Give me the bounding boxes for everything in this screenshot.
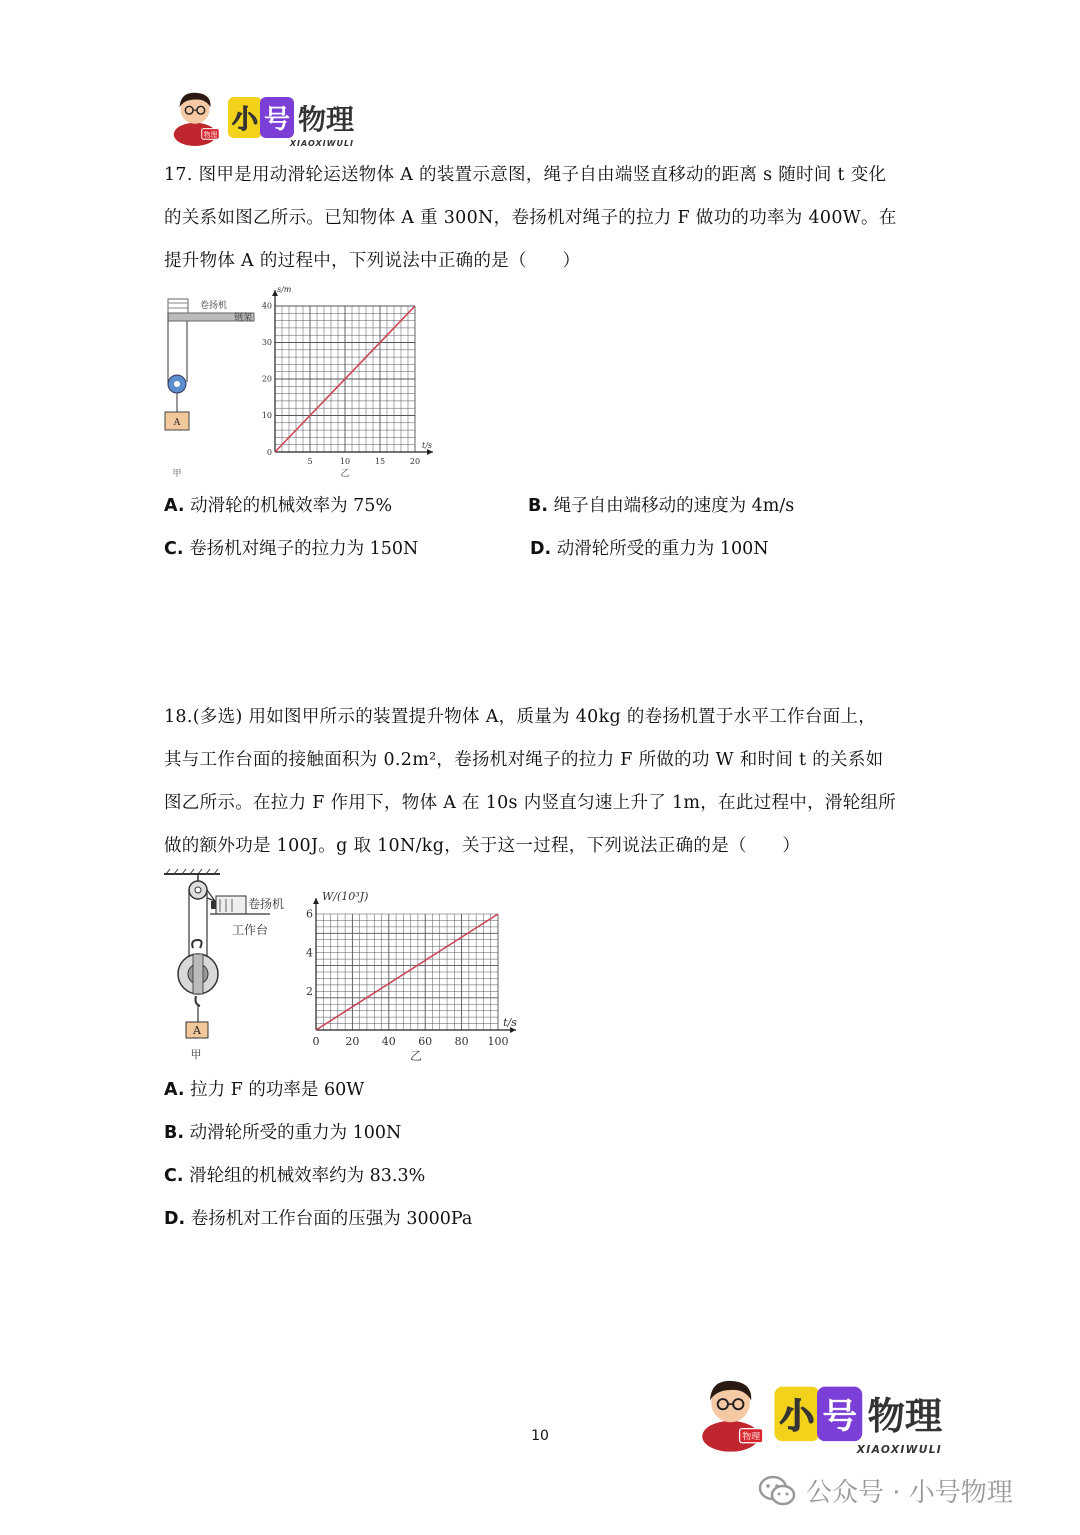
y-tick-label: 30 xyxy=(261,338,272,348)
logo-char-2: 号 xyxy=(817,1387,862,1442)
y-tick-label: 6 xyxy=(306,907,313,921)
q17-option-c-letter: C. xyxy=(164,539,184,559)
question-17-line-1: 17. 图甲是用动滑轮运送物体 A 的装置示意图，绳子自由端竖直移动的距离 s 随时间 t 变化 xyxy=(164,165,887,185)
mascot-avatar-icon xyxy=(166,86,224,146)
x-tick-label: 5 xyxy=(307,457,313,466)
header-logo xyxy=(166,86,354,146)
q17-block-label: A xyxy=(173,418,181,428)
y-tick-label: 2 xyxy=(306,985,313,998)
q18-option-c-letter: C. xyxy=(164,1166,184,1186)
q18-w-t-chart xyxy=(296,884,546,1066)
x-axis-label: t/s xyxy=(503,1016,517,1029)
q17-left-caption: 甲 xyxy=(172,469,182,479)
q18-option-d-letter: D. xyxy=(164,1209,186,1229)
mascot-avatar-icon xyxy=(692,1372,769,1452)
q17-option-d[interactable] xyxy=(530,535,769,560)
q18-option-d[interactable] xyxy=(164,1205,472,1230)
y-axis-arrow-icon xyxy=(313,898,319,904)
chart-caption: 乙 xyxy=(409,1049,423,1063)
y-axis-label: W/(10³J) xyxy=(322,890,369,903)
page-number: 10 xyxy=(531,1428,549,1444)
y-tick-label: 40 xyxy=(261,301,272,311)
logo-pinyin: XIAOXIWULI xyxy=(289,139,355,148)
q17-option-d-text: 动滑轮所受的重力为 100N xyxy=(556,539,769,559)
x-tick-label: 100 xyxy=(487,1035,509,1048)
wechat-icon xyxy=(758,1475,796,1507)
x-axis-label: t/s xyxy=(421,441,433,450)
q18-option-b-text: 动滑轮所受的重力为 100N xyxy=(189,1123,402,1143)
q17-frame-label: 钢架 xyxy=(234,313,253,323)
logo-char-1: 小 xyxy=(228,97,262,138)
x-tick-label: 80 xyxy=(454,1035,469,1048)
logo-badge: 物理 xyxy=(742,1432,761,1443)
y-tick-label: 4 xyxy=(306,946,313,960)
q17-option-c[interactable] xyxy=(164,535,418,560)
q18-apparatus-figure xyxy=(160,868,300,1064)
q18-option-a-text: 拉力 F 的功率是 60W xyxy=(190,1080,365,1100)
q17-option-b-letter: B. xyxy=(528,496,548,516)
q18-option-c[interactable] xyxy=(164,1162,425,1187)
question-18-line-3: 图乙所示。在拉力 F 作用下，物体 A 在 10s 内竖直匀速上升了 1m，在此过程中，滑轮组所 xyxy=(164,793,897,813)
q17-option-c-text: 卷扬机对绳子的拉力为 150N xyxy=(189,539,419,559)
q17-option-b[interactable] xyxy=(528,492,794,517)
question-17-line-2: 的关系如图乙所示。已知物体 A 重 300N，卷扬机对绳子的拉力 F 做功的功率为 400W。在 xyxy=(164,208,897,228)
question-17-line-3: 提升物体 A 的过程中，下列说法中正确的是（ ） xyxy=(164,251,581,271)
logo-char-3: 物理 xyxy=(867,1394,943,1439)
q18-option-d-text: 卷扬机对工作台面的压强为 3000Pa xyxy=(190,1209,473,1229)
x-tick-label: 0 xyxy=(312,1035,320,1048)
x-tick-label: 20 xyxy=(345,1035,360,1048)
question-18-stem xyxy=(164,696,924,868)
q17-option-a-letter: A. xyxy=(164,496,185,516)
x-tick-label: 60 xyxy=(418,1035,433,1048)
q18-left-caption: 甲 xyxy=(190,1048,202,1061)
q18-option-b-letter: B. xyxy=(164,1123,184,1143)
logo-badge: 物理 xyxy=(203,130,218,139)
y-tick-label: 20 xyxy=(261,374,272,384)
q18-block-label: A xyxy=(193,1024,201,1037)
logo-pinyin: XIAOXIWULI xyxy=(856,1443,943,1456)
y-tick-label: 10 xyxy=(261,411,272,421)
wechat-account-text: 公众号 · 小号物理 xyxy=(806,1478,1013,1508)
q18-winch-label: 卷扬机 xyxy=(248,897,285,911)
question-18-line-1: 18.(多选) 用如图甲所示的装置提升物体 A，质量为 40kg 的卷扬机置于水平工作台面上， xyxy=(164,707,877,727)
x-tick-label: 15 xyxy=(374,457,386,466)
q17-apparatus-figure xyxy=(160,292,270,484)
question-18-line-2: 其与工作台面的接触面积为 0.2m²，卷扬机对绳子的拉力 F 所做的功 W 和时间 t 的关系如 xyxy=(164,750,884,770)
logo-char-1: 小 xyxy=(774,1387,819,1442)
question-17-stem xyxy=(164,154,924,283)
q17-option-a[interactable] xyxy=(164,492,392,517)
q18-option-c-text: 滑轮组的机械效率约为 83.3% xyxy=(189,1166,426,1186)
q18-option-a-letter: A. xyxy=(164,1080,185,1100)
q17-winch-label: 卷扬机 xyxy=(200,301,228,311)
x-tick-label: 20 xyxy=(409,457,421,466)
question-18-line-4: 做的额外功是 100J。g 取 10N/kg，关于这一过程，下列说法正确的是（ ） xyxy=(164,836,801,856)
origin-label: 0 xyxy=(266,448,272,457)
x-tick-label: 10 xyxy=(339,457,351,466)
wechat-account-watermark xyxy=(758,1472,1013,1509)
footer-logo xyxy=(692,1372,943,1456)
q17-option-b-text: 绳子自由端移动的速度为 4m/s xyxy=(553,496,795,516)
q18-option-b[interactable] xyxy=(164,1119,401,1144)
logo-char-3: 物理 xyxy=(298,103,355,136)
q17-option-d-letter: D. xyxy=(530,539,552,559)
q17-option-a-text: 动滑轮的机械效率为 75% xyxy=(190,496,393,516)
q17-s-t-chart xyxy=(255,282,455,482)
q18-table-label: 工作台 xyxy=(232,923,269,937)
y-axis-label: s/m xyxy=(277,285,292,294)
chart-caption: 乙 xyxy=(340,469,350,479)
logo-char-2: 号 xyxy=(260,97,294,138)
q18-option-a[interactable] xyxy=(164,1076,364,1101)
x-tick-label: 40 xyxy=(381,1035,396,1048)
